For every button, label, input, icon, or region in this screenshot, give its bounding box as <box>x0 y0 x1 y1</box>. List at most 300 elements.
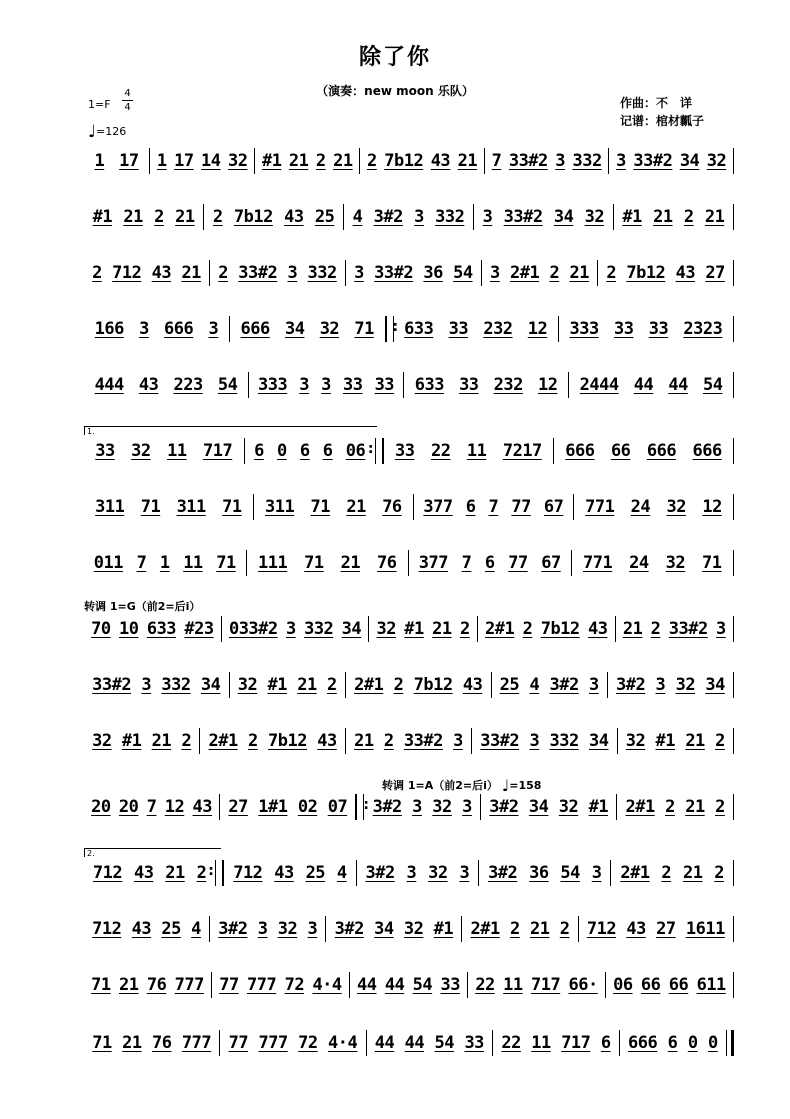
note-group: 34 <box>528 797 549 817</box>
note-group: 25 <box>305 863 326 883</box>
score-line <box>84 494 734 520</box>
note-group: 3 <box>489 263 500 283</box>
note-group: 666 <box>628 1033 658 1053</box>
note-group: 21 <box>165 863 185 883</box>
note-group: 7 <box>136 553 147 573</box>
note-group: 3 <box>412 797 422 817</box>
note-group: 3 <box>716 619 726 639</box>
note-group: 011 <box>93 553 123 573</box>
note-group: 07 <box>327 797 348 817</box>
note-group: 33#2 <box>633 151 673 171</box>
modulation-g: 转调 1=G（前2=后i） <box>84 600 201 613</box>
note-group: 24 <box>629 553 649 573</box>
note-group: 12 <box>164 797 185 817</box>
note-group: 33 <box>459 375 479 395</box>
note-group: 34 <box>553 207 574 227</box>
note-group: 71 <box>222 497 242 517</box>
note-group: #1 <box>92 207 113 227</box>
score-line <box>84 972 734 998</box>
note-group: 33 <box>648 319 669 339</box>
note-group: 71 <box>702 553 722 573</box>
note-group: 43 <box>131 919 152 939</box>
note-group: 77 <box>219 975 239 995</box>
note-group: 633 <box>146 619 177 639</box>
note-group: 712 <box>92 919 122 939</box>
note-group: 34 <box>200 675 221 695</box>
note-group: 32 <box>131 441 151 461</box>
note-group: 777 <box>258 1033 288 1053</box>
note-group: 43 <box>675 263 696 283</box>
note-group: 3#2 <box>334 919 364 939</box>
note-group: 7b12 <box>413 675 453 695</box>
repeat-start-barline <box>385 316 394 342</box>
note-group: 6 <box>667 1033 678 1053</box>
note-group: 6 <box>299 441 310 461</box>
note-group: 21 <box>119 975 139 995</box>
note-group: 3#2 <box>373 207 403 227</box>
note-group: 43 <box>588 619 608 639</box>
note-group: 32 <box>237 675 258 695</box>
note-group: 32 <box>625 731 646 751</box>
note-group: 3 <box>307 919 318 939</box>
note-group: 44 <box>633 375 654 395</box>
note-group: 3 <box>591 863 602 883</box>
note-group: 3 <box>287 263 298 283</box>
note-group: 43 <box>430 151 451 171</box>
note-group: #1 <box>622 207 642 227</box>
note-group: 43 <box>192 797 213 817</box>
quarter-note-icon: ♩ <box>501 776 510 795</box>
score-line <box>84 794 734 820</box>
note-group: 32 <box>584 207 605 227</box>
note-group: 3#2 <box>218 919 248 939</box>
note-group: 2444 <box>579 375 619 395</box>
note-group: 33#2 <box>238 263 278 283</box>
note-group: 223 <box>173 375 203 395</box>
note-group: 2 <box>459 619 470 639</box>
note-group: 33 <box>395 441 415 461</box>
note-group: 32 <box>558 797 579 817</box>
note-group: 2 <box>181 731 192 751</box>
note-group: 666 <box>692 441 722 461</box>
modulation-a: 转调 1=A（前2=后i） ♩=158 <box>382 776 542 795</box>
score-line <box>84 148 734 174</box>
note-group: 3 <box>414 207 424 227</box>
note-group: 43 <box>274 863 294 883</box>
note-group: 21 <box>682 863 703 883</box>
note-group: 21 <box>297 675 317 695</box>
note-group: 7 <box>461 553 472 573</box>
note-group: 33 <box>342 375 363 395</box>
note-group: 3 <box>139 319 149 339</box>
note-group: 11 <box>531 1033 551 1053</box>
note-group: 67 <box>543 497 564 517</box>
note-group: 21 <box>704 207 725 227</box>
note-group: 54 <box>412 975 433 995</box>
note-group: 32 <box>227 151 248 171</box>
repeat-end-barline <box>375 438 384 464</box>
note-group: 7 <box>146 797 157 817</box>
key-signature: 1=F <box>88 98 111 111</box>
note-group: 44 <box>384 975 405 995</box>
note-group: 12 <box>538 375 558 395</box>
note-group: 12 <box>702 497 722 517</box>
note-group: 71 <box>92 1033 112 1053</box>
note-group: 666 <box>565 441 595 461</box>
note-group: 3 <box>406 863 417 883</box>
repeat-end-barline <box>215 860 224 886</box>
note-group: 4 <box>191 919 201 939</box>
note-group: 7 <box>488 497 499 517</box>
note-group: 72 <box>298 1033 318 1053</box>
note-group: 06 <box>345 441 366 461</box>
note-group: 21 <box>457 151 478 171</box>
note-group: #23 <box>184 619 214 639</box>
note-group: 712 <box>92 863 123 883</box>
note-group: 32 <box>706 151 727 171</box>
note-group: 71 <box>304 553 324 573</box>
note-group: 2 <box>549 263 560 283</box>
note-group: 7b12 <box>233 207 273 227</box>
note-group: 7b12 <box>384 151 424 171</box>
note-group: 0 <box>708 1033 718 1053</box>
note-group: 32 <box>277 919 298 939</box>
score-line <box>84 616 734 642</box>
note-group: 2#1 <box>509 263 540 283</box>
note-group: 332 <box>572 151 602 171</box>
note-group: 3#2 <box>549 675 579 695</box>
note-group: 2 <box>559 919 570 939</box>
note-group: 21 <box>175 207 195 227</box>
note-group: 24 <box>630 497 651 517</box>
note-group: 33 <box>440 975 460 995</box>
note-group: 2323 <box>683 319 723 339</box>
note-group: 33#2 <box>92 675 132 695</box>
note-group: 33 <box>613 319 634 339</box>
note-group: 54 <box>434 1033 455 1053</box>
note-group: 77 <box>228 1033 249 1053</box>
note-group: 2 <box>661 863 672 883</box>
note-group: 71 <box>140 497 161 517</box>
note-group: 111 <box>257 553 288 573</box>
note-group: 717 <box>203 441 233 461</box>
note-group: 12 <box>527 319 548 339</box>
note-group: 3 <box>299 375 310 395</box>
note-group: 2 <box>212 207 223 227</box>
note-group: 43 <box>138 375 159 395</box>
note-group: 10 <box>119 619 139 639</box>
note-group: 06 <box>613 975 633 995</box>
note-group: #1 <box>404 619 424 639</box>
note-group: 7b12 <box>626 263 666 283</box>
note-group: 717 <box>561 1033 591 1053</box>
note-group: 633 <box>414 375 444 395</box>
note-group: #1 <box>267 675 287 695</box>
note-group: 34 <box>679 151 700 171</box>
note-group: 36 <box>529 863 549 883</box>
note-group: 771 <box>585 497 615 517</box>
note-group: 66 <box>610 441 631 461</box>
note-group: 21 <box>569 263 589 283</box>
note-group: 1 <box>159 553 170 573</box>
note-group: 21 <box>622 619 643 639</box>
note-group: 332 <box>549 731 579 751</box>
score-line <box>84 550 734 576</box>
note-group: 333 <box>257 375 288 395</box>
note-group: 33 <box>95 441 115 461</box>
note-group: 2 <box>715 731 725 751</box>
note-group: 21 <box>354 731 374 751</box>
note-group: 34 <box>374 919 394 939</box>
note-group: 2 <box>715 797 725 817</box>
note-group: 3 <box>459 863 470 883</box>
tempo-marking <box>88 120 126 140</box>
note-group: #1 <box>433 919 454 939</box>
note-group: 1#1 <box>258 797 288 817</box>
score-line <box>84 672 734 698</box>
note-group: 11 <box>183 553 203 573</box>
note-group: 43 <box>626 919 646 939</box>
note-group: 76 <box>382 497 402 517</box>
note-group: 2 <box>367 151 377 171</box>
note-group: 2 <box>383 731 394 751</box>
note-group: 3#2 <box>365 863 395 883</box>
volta-bracket-2: 2. <box>84 848 221 857</box>
note-group: 21 <box>151 731 172 751</box>
note-group: 21 <box>340 553 361 573</box>
note-group: 332 <box>307 263 337 283</box>
note-group: 1 <box>94 151 105 171</box>
time-signature-bottom: 4 <box>124 102 131 113</box>
note-group: 43 <box>462 675 483 695</box>
note-group: 21 <box>181 263 201 283</box>
note-group: 20 <box>91 797 111 817</box>
note-group: 32 <box>428 863 448 883</box>
note-group: 54 <box>560 863 580 883</box>
note-group: 33#2 <box>480 731 520 751</box>
note-group: 02 <box>297 797 318 817</box>
note-group: 33 <box>464 1033 484 1053</box>
note-group: 22 <box>475 975 495 995</box>
note-group: 2#1 <box>470 919 500 939</box>
note-group: 0 <box>276 441 287 461</box>
note-group: 4 <box>336 863 347 883</box>
note-group: 54 <box>453 263 473 283</box>
note-group: 71 <box>216 553 236 573</box>
note-group: 0 <box>687 1033 698 1053</box>
note-group: 7b12 <box>540 619 580 639</box>
time-signature <box>122 88 133 113</box>
note-group: 17 <box>174 151 194 171</box>
note-group: 43 <box>133 863 154 883</box>
note-group: 66 <box>668 975 689 995</box>
note-group: 76 <box>152 1033 172 1053</box>
note-group: 332 <box>435 207 465 227</box>
note-group: 666 <box>164 319 194 339</box>
note-group: #1 <box>121 731 142 751</box>
note-group: 2 <box>92 263 102 283</box>
note-group: 232 <box>483 319 513 339</box>
note-group: 2#1 <box>354 675 384 695</box>
note-group: 777 <box>247 975 277 995</box>
note-group: 33#2 <box>508 151 548 171</box>
note-group: 7 <box>491 151 502 171</box>
note-group: 332 <box>161 675 191 695</box>
note-group: 771 <box>583 553 613 573</box>
note-group: 1 <box>156 151 167 171</box>
note-group: 32 <box>319 319 340 339</box>
note-group: 1611 <box>685 919 725 939</box>
note-group: 311 <box>264 497 295 517</box>
note-group: 3 <box>257 919 268 939</box>
note-group: 76 <box>377 553 397 573</box>
note-group: #1 <box>588 797 609 817</box>
score-line <box>84 860 734 886</box>
note-group: 3 <box>482 207 493 227</box>
note-group: 033#2 <box>228 619 278 639</box>
note-group: 2#1 <box>485 619 515 639</box>
note-group: 666 <box>240 319 270 339</box>
note-group: 72 <box>284 975 305 995</box>
note-group: 21 <box>123 207 143 227</box>
note-group: 71 <box>310 497 331 517</box>
final-barline <box>726 1030 734 1056</box>
note-group: 21 <box>333 151 353 171</box>
note-group: 43 <box>284 207 304 227</box>
note-group: 3 <box>529 731 540 751</box>
note-group: 66· <box>568 975 598 995</box>
note-group: 32 <box>675 675 696 695</box>
note-group: 332 <box>304 619 334 639</box>
score-line <box>84 728 734 754</box>
note-group: 2 <box>315 151 326 171</box>
note-group: 717 <box>530 975 561 995</box>
note-group: 333 <box>569 319 599 339</box>
note-group: 166 <box>94 319 124 339</box>
note-group: 44 <box>668 375 688 395</box>
note-group: 2 <box>650 619 661 639</box>
note-group: 76 <box>146 975 167 995</box>
note-group: 67 <box>541 553 561 573</box>
note-group: 777 <box>181 1033 212 1053</box>
note-group: 71 <box>91 975 111 995</box>
note-group: 27 <box>705 263 725 283</box>
quarter-note-icon: ♩ <box>88 122 97 142</box>
note-group: 3#2 <box>616 675 646 695</box>
note-group: 44 <box>374 1033 395 1053</box>
note-group: 21 <box>685 731 705 751</box>
tempo-value: =126 <box>96 125 127 138</box>
note-group: 22 <box>430 441 451 461</box>
note-group: 21 <box>432 619 452 639</box>
note-group: 2#1 <box>625 797 655 817</box>
score-line <box>84 316 734 342</box>
score-line <box>84 1030 734 1056</box>
note-group: 6 <box>484 553 495 573</box>
note-group: 21 <box>530 919 550 939</box>
note-group: 2 <box>393 675 404 695</box>
note-group: 34 <box>284 319 305 339</box>
note-group: 25 <box>499 675 520 695</box>
note-group: 77 <box>508 553 528 573</box>
performer-subtitle: （演奏：new moon 乐队） <box>316 84 474 98</box>
note-group: 2 <box>154 207 164 227</box>
note-group: 232 <box>493 375 523 395</box>
note-group: 17 <box>119 151 139 171</box>
note-group: 311 <box>95 497 125 517</box>
note-group: 21 <box>288 151 309 171</box>
note-group: 2#1 <box>208 731 238 751</box>
note-group: #1 <box>655 731 676 751</box>
note-group: 3 <box>208 319 219 339</box>
note-group: 33#2 <box>374 263 414 283</box>
note-group: 3 <box>462 797 472 817</box>
score-line <box>84 260 734 286</box>
note-group: 44 <box>404 1033 425 1053</box>
note-group: 11 <box>466 441 487 461</box>
note-group: 633 <box>404 319 434 339</box>
note-group: 32 <box>665 553 686 573</box>
volta-bracket-1: 1. <box>84 426 377 435</box>
note-group: 6 <box>254 441 264 461</box>
note-group: 4 <box>529 675 540 695</box>
note-group: 34 <box>341 619 362 639</box>
note-group: 7b12 <box>268 731 307 751</box>
note-group: 33#2 <box>503 207 543 227</box>
note-group: 22 <box>501 1033 521 1053</box>
note-group: 712 <box>112 263 142 283</box>
note-group: 777 <box>174 975 204 995</box>
note-group: 36 <box>423 263 443 283</box>
note-group: 54 <box>702 375 723 395</box>
note-group: 3 <box>141 675 152 695</box>
note-group: 2 <box>327 675 337 695</box>
note-group: 33#2 <box>403 731 443 751</box>
note-group: 32 <box>432 797 452 817</box>
note-group: 21 <box>122 1033 142 1053</box>
note-group: 11 <box>503 975 523 995</box>
note-group: 25 <box>161 919 181 939</box>
note-group: 14 <box>201 151 221 171</box>
note-group: 2 <box>606 263 617 283</box>
note-group: 32 <box>403 919 424 939</box>
note-group: 33 <box>448 319 469 339</box>
note-group: 712 <box>233 863 263 883</box>
note-group: 32 <box>92 731 112 751</box>
note-group: 2 <box>683 207 694 227</box>
note-group: 20 <box>118 797 139 817</box>
note-group: 444 <box>94 375 124 395</box>
note-group: 712 <box>586 919 617 939</box>
note-group: 2 <box>218 263 228 283</box>
note-group: 311 <box>176 497 206 517</box>
note-group: 2 <box>196 863 207 883</box>
note-group: 6 <box>600 1033 611 1053</box>
score-line <box>84 916 734 942</box>
note-group: 3 <box>655 675 666 695</box>
note-group: 44 <box>357 975 377 995</box>
note-group: 611 <box>696 975 726 995</box>
note-group: 377 <box>423 497 453 517</box>
transcriber-label: 记谱：棺材瓤子 <box>620 114 705 128</box>
note-group: 34 <box>705 675 725 695</box>
note-group: 33 <box>374 375 395 395</box>
composer-label: 作曲：不 详 <box>620 96 693 110</box>
note-group: 77 <box>511 497 531 517</box>
note-group: 666 <box>646 441 677 461</box>
note-group: 3 <box>354 263 364 283</box>
note-group: 3 <box>616 151 626 171</box>
